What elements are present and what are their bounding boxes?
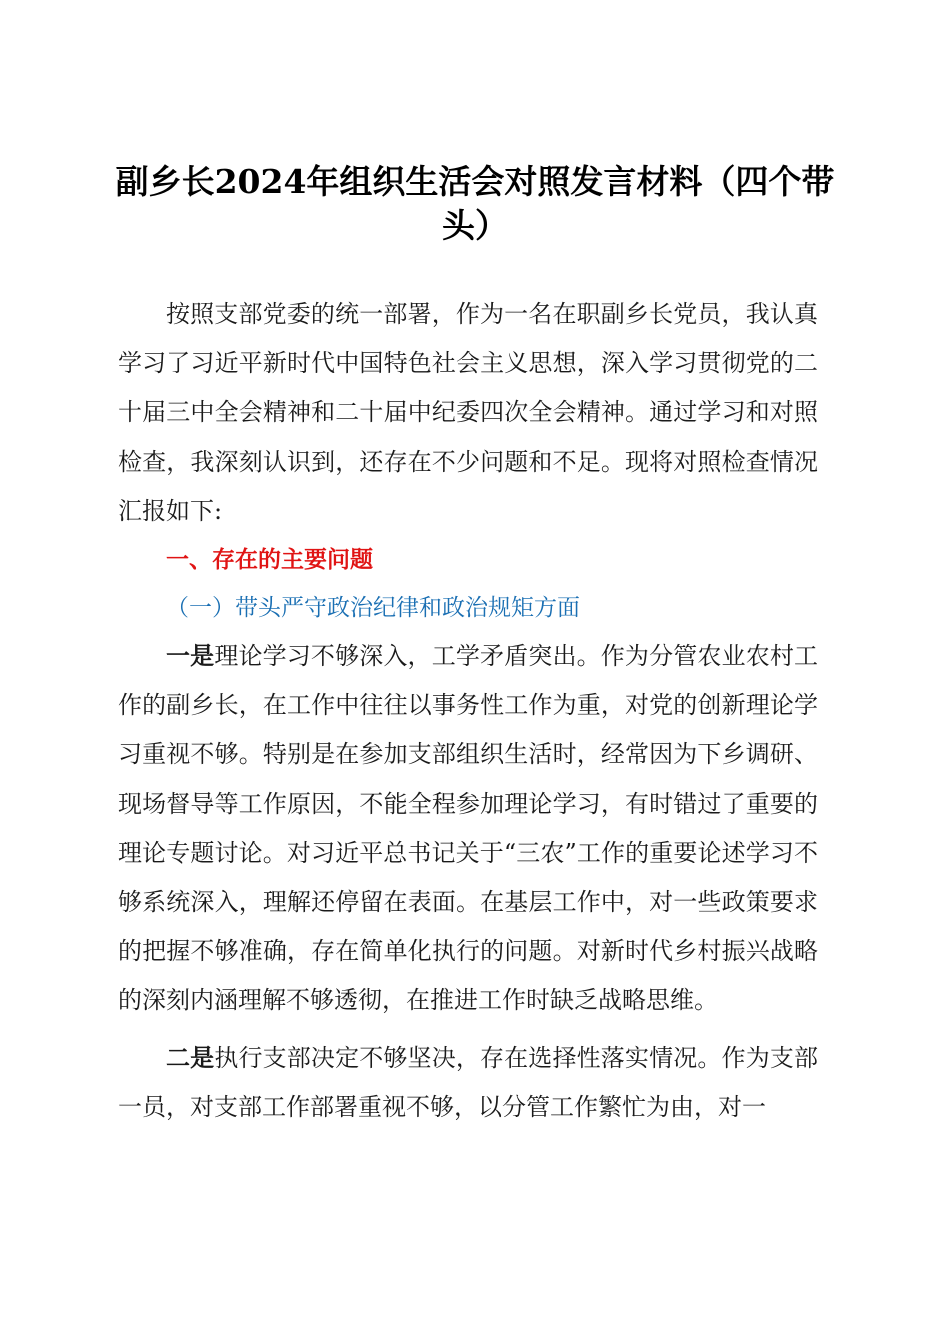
section-heading: 一、存在的主要问题 xyxy=(166,547,373,574)
point-paragraph-1 xyxy=(118,632,818,1026)
document-body xyxy=(118,290,818,1132)
point-text-2: 执行支部决定不够坚决，存在选择性落实情况。作为支部一员，对支部工作部署重视不够，以分管工作繁忙为由，对一 xyxy=(118,1043,819,1121)
point-text-1: 理论学习不够深入，工学矛盾突出。作为分管农业农村工作的副乡长，在工作中往往以事务性工作为重，对党的创新理论学习重视不够。特别是在参加支部组织生活时，经常因为下乡调研、现场督导等工作原因，不能全程参加理论学习，有时错过了重要的理论专题讨论。对习近平总书记关于“三农”工作的重要论述学习不够系统深入，理解还停留在表面。在基层工作中，对一些政策要求的把握不够准确，存在简单化执行的问题。对新时代乡村振兴战略的深刻内涵理解不够透彻，在推进工作时缺乏战略思维。 xyxy=(118,642,819,1015)
intro-paragraph: 按照支部党委的统一部署，作为一名在职副乡长党员，我认真学习了习近平新时代中国特色社会主义思想，深入学习贯彻党的二十届三中全会精神和二十届中纪委四次全会精神。通过学习和对照检查，我深刻认识到，还存在不少问题和不足。现将对照检查情况汇报如下: xyxy=(118,300,818,525)
point-paragraph-2 xyxy=(118,1034,818,1132)
subsection-heading: （一）带头严守政治纪律和政治规矩方面 xyxy=(166,595,580,622)
point-lead-1: 一是 xyxy=(166,642,215,671)
point-lead-2: 二是 xyxy=(166,1043,215,1072)
document-title: 副乡长2024年组织生活会对照发言材料（四个带头） xyxy=(115,162,835,245)
